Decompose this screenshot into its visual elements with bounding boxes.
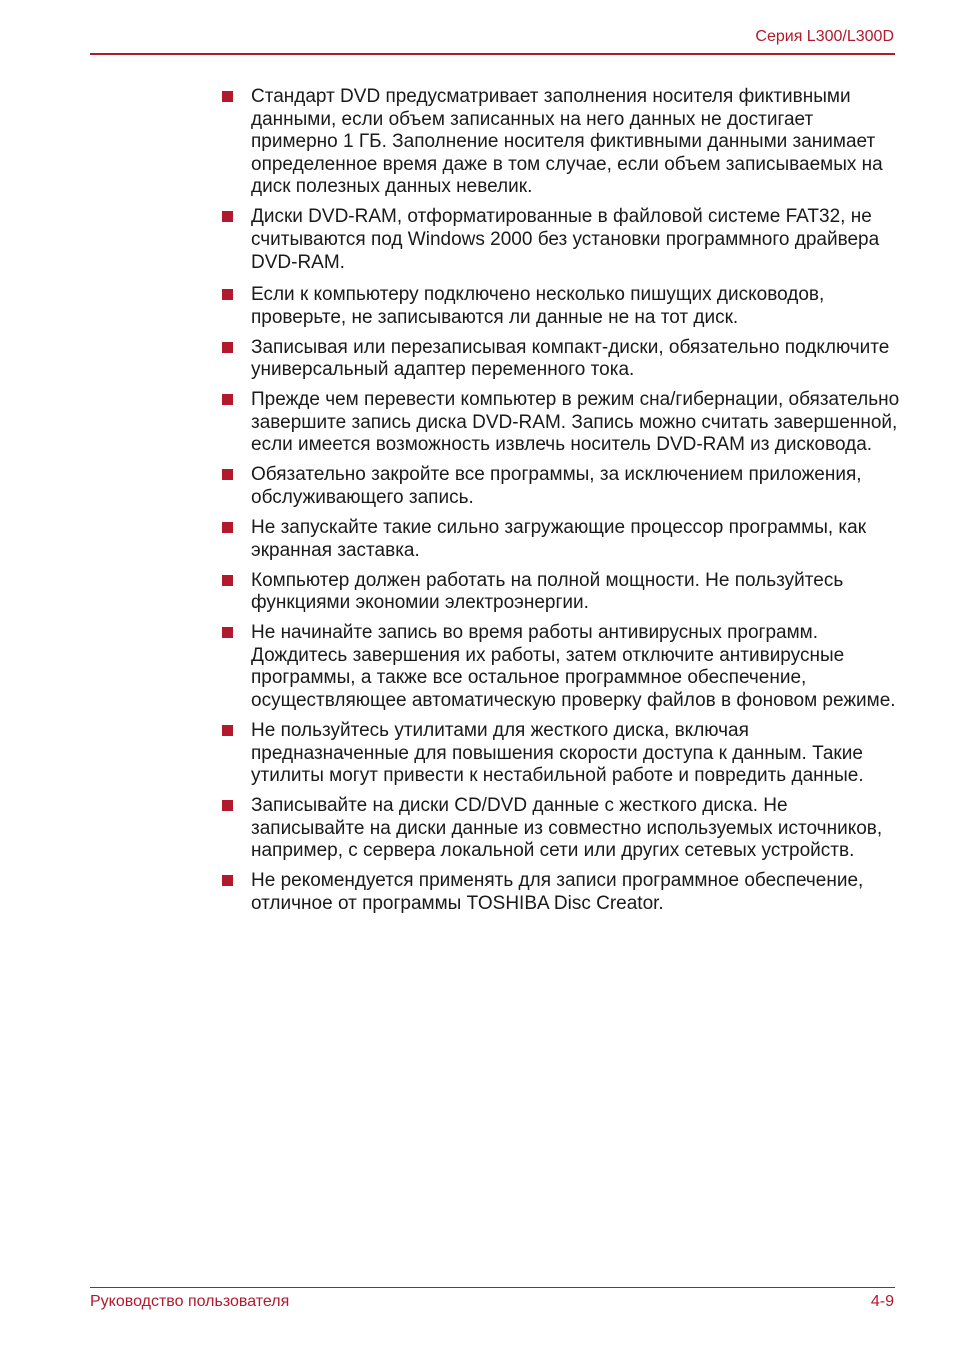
square-bullet-icon bbox=[222, 575, 233, 586]
footer-divider bbox=[90, 1287, 895, 1288]
page-number: 4-9 bbox=[870, 1293, 894, 1310]
list-item bbox=[220, 206, 900, 274]
list-item-text: Обязательно закройте все программы, за исключением приложения, обслуживающего запись. bbox=[251, 464, 862, 509]
list-item-text: Записывая или перезаписывая компакт-диски, обязательно подключите универсальный адаптер переменного тока. bbox=[251, 336, 890, 381]
header-title: Серия L300/L300D bbox=[755, 28, 894, 45]
list-item-text: Не запускайте такие сильно загружающие процессор программы, как экранная заставка. bbox=[251, 517, 867, 561]
square-bullet-icon bbox=[222, 522, 233, 533]
square-bullet-icon bbox=[222, 91, 233, 102]
list-item-text: Диски DVD-RAM, отформатированные в файловой системе FAT32, не считываются под Windows 2000 без установки программного драйвера DVD-RAM. bbox=[251, 206, 880, 273]
list-item-text: Не пользуйтесь утилитами для жесткого диска, включая предназначенные для повышения скорости доступа к данным. Такие утилиты могут привести к нестабильной работе и повредить данные. bbox=[251, 719, 864, 787]
square-bullet-icon bbox=[222, 875, 233, 886]
list-item-text: Стандарт DVD предусматривает заполнения носителя фиктивными данными, если объем записанных на него данных не достигает примерно 1 ГБ. Заполнение носителя фиктивными данными занимает определенное время даже в том случае, если объем записываемых на диск полезных данных невелик. bbox=[251, 86, 883, 198]
list-item bbox=[220, 86, 900, 199]
square-bullet-icon bbox=[222, 394, 233, 405]
list-item bbox=[220, 517, 900, 562]
list-item bbox=[220, 795, 900, 863]
square-bullet-icon bbox=[222, 211, 233, 222]
square-bullet-icon bbox=[222, 342, 233, 353]
list-item-text: Не рекомендуется применять для записи программное обеспечение, отличное от программы TOSHIBA Disc Creator. bbox=[251, 870, 864, 914]
list-item bbox=[220, 622, 900, 712]
list-item bbox=[220, 389, 900, 457]
list-item-text: Записывайте на диски CD/DVD данные с жесткого диска. Не записывайте на диски данные из совместно используемых источников, например, с сервера локальной сети или других сетевых устройств. bbox=[251, 795, 883, 862]
list-item bbox=[220, 284, 900, 329]
list-item bbox=[220, 464, 900, 509]
list-item-text: Прежде чем перевести компьютер в режим сна/гибернации, обязательно завершите запись диска DVD-RAM. Запись можно считать завершенной, если имеется возможность извлечь носитель DVD-RAM из дисковода. bbox=[251, 389, 900, 456]
list-item bbox=[220, 570, 900, 615]
list-item-text: Компьютер должен работать на полной мощности. Не пользуйтесь функциями экономии электроэнергии. bbox=[251, 569, 844, 614]
list-item bbox=[220, 870, 900, 915]
square-bullet-icon bbox=[222, 469, 233, 480]
footer-manual-title: Руководство пользователя bbox=[90, 1293, 290, 1310]
bullet-list bbox=[220, 86, 900, 923]
square-bullet-icon bbox=[222, 289, 233, 300]
square-bullet-icon bbox=[222, 627, 233, 638]
list-item-text: Не начинайте запись во время работы антивирусных программ. Дождитесь завершения их работы, затем отключите антивирусные программы, а также все остальное программное обеспечение, осуществляющее автоматическую проверку файлов в фоновом режиме. bbox=[251, 622, 896, 711]
list-item-text: Если к компьютеру подключено несколько пишущих дисководов, проверьте, не записываются ли данные не на тот диск. bbox=[251, 284, 825, 328]
list-item bbox=[220, 720, 900, 788]
header-divider bbox=[90, 53, 895, 55]
square-bullet-icon bbox=[222, 725, 233, 736]
list-item bbox=[220, 337, 900, 382]
square-bullet-icon bbox=[222, 800, 233, 811]
